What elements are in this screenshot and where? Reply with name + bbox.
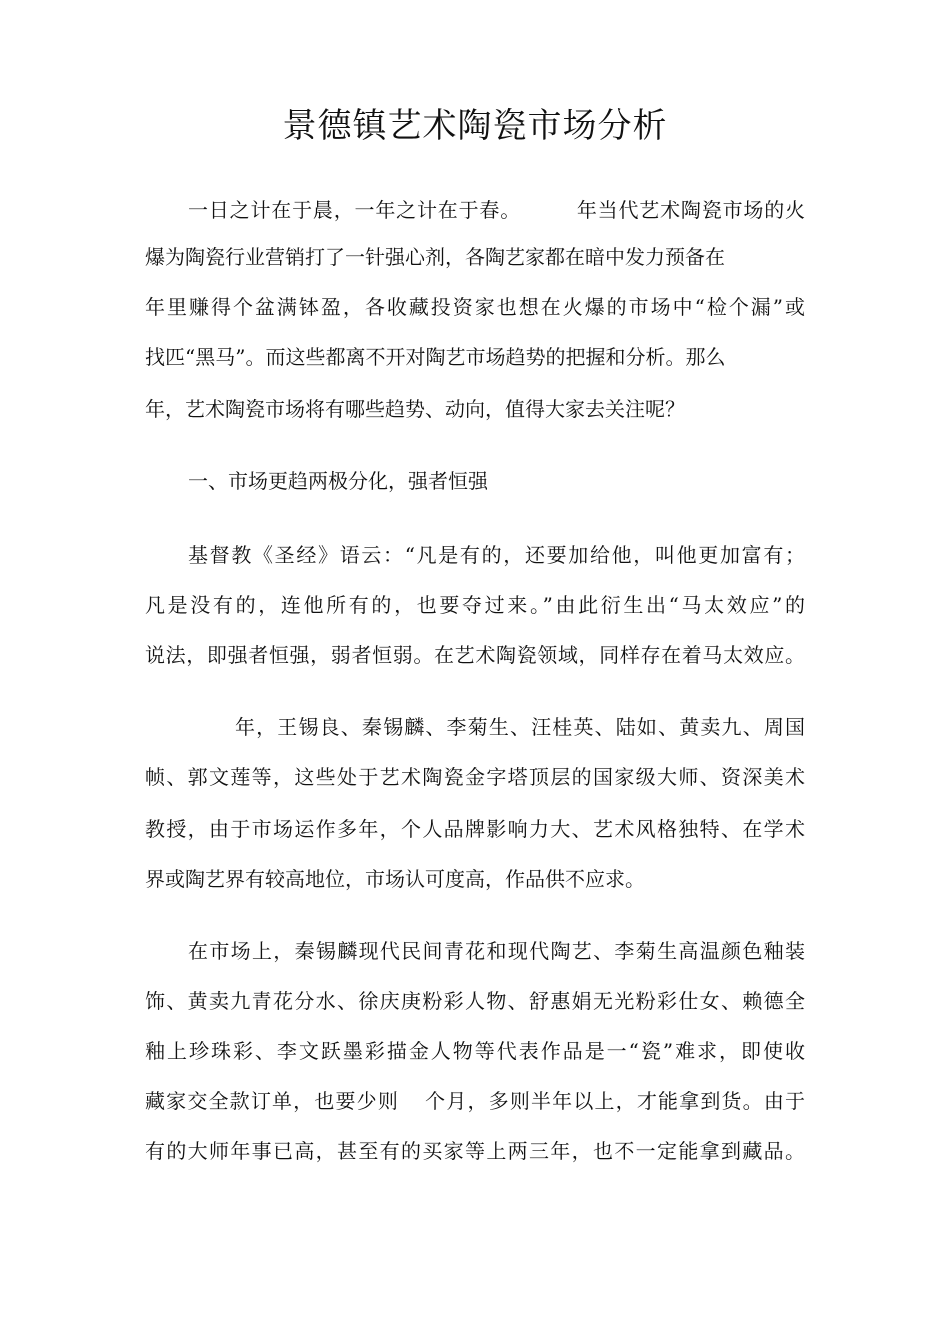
- para-1-line-3: 说法，即强者恒强，弱者恒弱。在艺术陶瓷领域，同样存在着马太效应。: [145, 643, 805, 667]
- para-3-line-4-part-b: 个月，多则半年以上，才能拿到货。由于: [424, 1089, 805, 1113]
- document-title: 景德镇艺术陶瓷市场分析: [282, 106, 668, 146]
- para-3-line-4-part-a: 藏家交全款订单，也要少则: [145, 1089, 399, 1113]
- para-2-line-3: 教授，由于市场运作多年，个人品牌影响力大、艺术风格独特、在学术: [145, 817, 805, 841]
- para-2-line-4: 界或陶艺界有较高地位，市场认可度高，作品供不应求。: [145, 867, 645, 891]
- intro-line-2: 爆为陶瓷行业营销打了一针强心剂，各陶艺家都在暗中发力预备在: [145, 245, 725, 269]
- intro-line-5: 年，艺术陶瓷市场将有哪些趋势、动向，值得大家去关注呢？: [145, 397, 685, 421]
- para-2-line-1: 年，王锡良、秦锡麟、李菊生、汪桂英、陆如、黄卖九、周国: [235, 715, 805, 739]
- para-3-line-5: 有的大师年事已高，甚至有的买家等上两三年，也不一定能拿到藏品。: [145, 1139, 805, 1163]
- para-2-line-2: 帧、郭文莲等，这些处于艺术陶瓷金字塔顶层的国家级大师、资深美术: [145, 765, 805, 789]
- intro-line-1-part-b: 年当代艺术陶瓷市场的火: [576, 198, 806, 222]
- intro-line-1-part-a: 一日之计在于晨，一年之计在于春。: [188, 198, 522, 222]
- intro-line-3: 年里赚得个盆满钵盈，各收藏投资家也想在火爆的市场中“检个漏”或: [145, 295, 805, 319]
- para-3-line-2: 饰、黄卖九青花分水、徐庆庚粉彩人物、舒惠娟无光粉彩仕女、赖德全: [145, 989, 805, 1013]
- intro-line-1: [188, 196, 805, 224]
- para-3-line-3: 釉上珍珠彩、李文跃墨彩描金人物等代表作品是一“瓷”难求，即使收: [145, 1039, 805, 1063]
- intro-line-4: 找匹“黑马”。而这些都离不开对陶艺市场趋势的把握和分析。那么: [145, 345, 726, 369]
- para-3-line-1: 在市场上，秦锡麟现代民间青花和现代陶艺、李菊生高温颜色釉装: [188, 939, 805, 963]
- section-1-heading: 一、市场更趋两极分化，强者恒强: [188, 469, 488, 493]
- para-3-line-4: [145, 1087, 805, 1115]
- para-1-line-1: 基督教《圣经》语云：“凡是有的，还要加给他，叫他更加富有；: [188, 543, 805, 567]
- para-1-line-2: 凡是没有的，连他所有的，也要夺过来。”由此衍生出“马太效应”的: [145, 593, 805, 617]
